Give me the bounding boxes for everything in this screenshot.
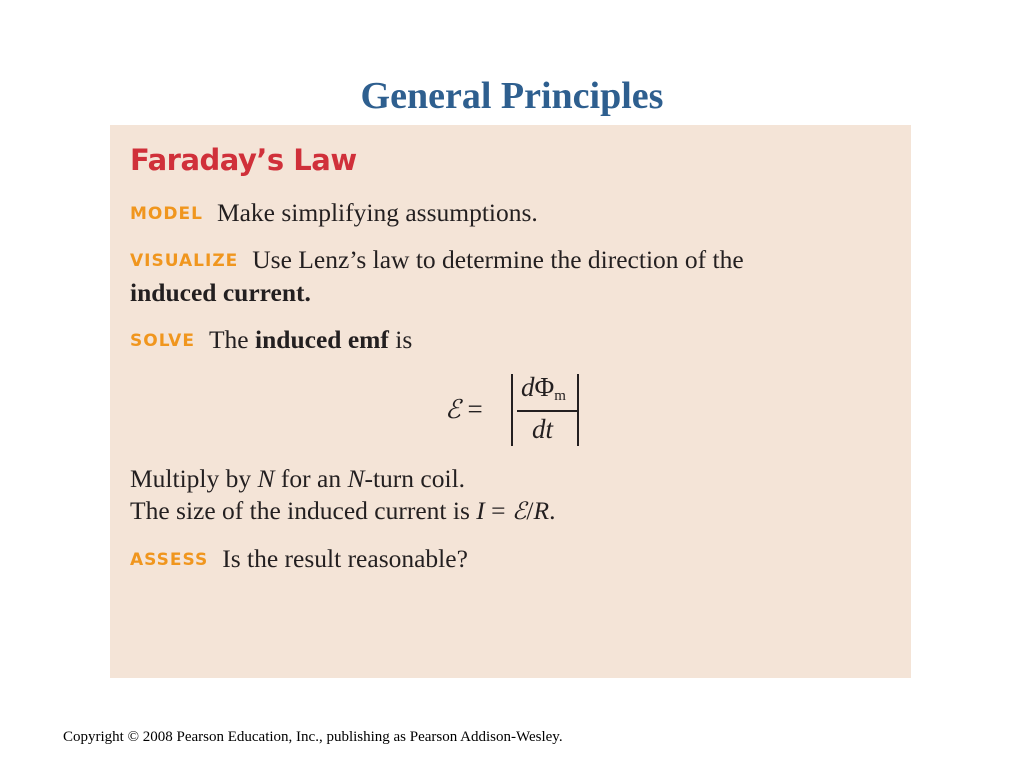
- solve-post: is: [395, 325, 413, 354]
- visualize-text-line2: induced current.: [130, 278, 311, 307]
- abs-bar-right: [577, 374, 579, 446]
- emf-symbol: ℰ: [445, 395, 461, 425]
- visualize-tag: VISUALIZE: [130, 251, 239, 271]
- slide-title: General Principles: [360, 75, 664, 117]
- denominator: dt: [532, 414, 554, 444]
- visualize-text-line1: Use Lenz’s law to determine the direction of the: [252, 245, 744, 274]
- solve-tag: SOLVE: [130, 331, 195, 351]
- equals-sign: =: [467, 394, 483, 424]
- model-tag: MODEL: [130, 204, 203, 224]
- multiply-line: Multiply by N for an N-turn coil.: [130, 464, 466, 493]
- solve-pre: The: [208, 325, 249, 354]
- fraction-bar: [517, 410, 577, 412]
- model-step: [130, 197, 538, 230]
- assess-step: [130, 543, 468, 576]
- current-line: The size of the induced current is I = ℰ/R.: [130, 496, 556, 525]
- assess-tag: ASSESS: [130, 550, 209, 570]
- box-title: Faraday’s Law: [130, 143, 357, 177]
- model-text: Make simplifying assumptions.: [216, 198, 538, 227]
- faraday-law-box: [110, 125, 911, 678]
- copyright-footer: Copyright © 2008 Pearson Education, Inc., publishing as Pearson Addison-Wesley.: [63, 729, 563, 745]
- solve-step: [130, 324, 412, 357]
- numerator: $d\Phi_m$: [521, 372, 566, 404]
- visualize-step: [130, 244, 744, 277]
- solve-bold: induced emf: [255, 325, 389, 354]
- assess-text: Is the result reasonable?: [222, 544, 468, 573]
- abs-bar-left: [511, 374, 513, 446]
